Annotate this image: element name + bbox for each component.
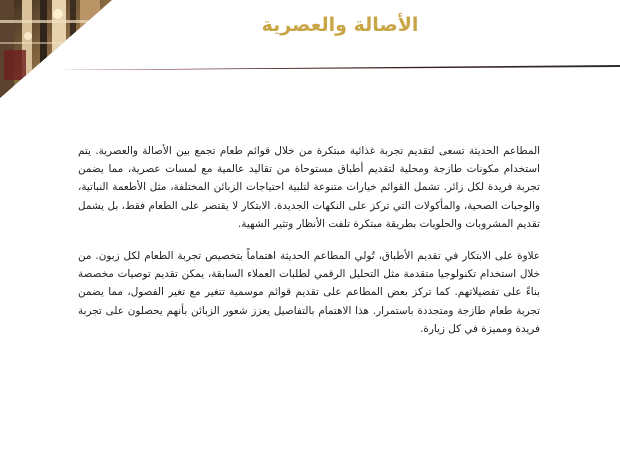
article-body — [78, 142, 540, 352]
page-title: الأصالة والعصرية — [261, 14, 419, 36]
paragraph: المطاعم الحديثة تسعى لتقديم تجربة غذائية مبتكرة من خلال قوائم طعام تجمع بين الأصالة والعصرية. يتم استخدام مكونات طازجة ومحلية لتقديم أطباق مستوحاة من تقاليد عالمية مع لمسات عصرية، مما يضمن تجربة فريدة لكل زائر. تشمل القوائم خيارات متنوعة لتلبية احتياجات الزبائن المختلفة، مثل الأطعمة النباتية، والوجبات الصحية، والمأكولات التي تركز على النكهات الجديدة. الابتكار لا يقتصر على الطعام فقط، بل يشمل تقديم المشروبات والحلويات بطريقة مبتكرة تلفت الأنظار وتثير الشهية. — [78, 145, 540, 230]
paragraph: علاوة على الابتكار في تقديم الأطباق، تُولي المطاعم الحديثة اهتماماً بتخصيص تجربة الطعام لكل زبون. من خلال استخدام تكنولوجيا متقدمة مثل التحليل الرقمي لطلبات العملاء السابقة، يمكن تقديم توصيات مخصصة بناءً على تفضيلاتهم. كما تركز بعض المطاعم على تقديم قوائم موسمية تتغير مع تغير الفصول، مما يضمن تجربة طعام طازجة ومتجددة باستمرار. هذا الاهتمام بالتفاصيل يعزز شعور الزبائن بأنهم يحصلون على تجربة فريدة ومميزة في كل زيارة. — [78, 250, 540, 335]
header-divider — [60, 65, 620, 70]
restaurant-interior-photo — [0, 0, 112, 98]
